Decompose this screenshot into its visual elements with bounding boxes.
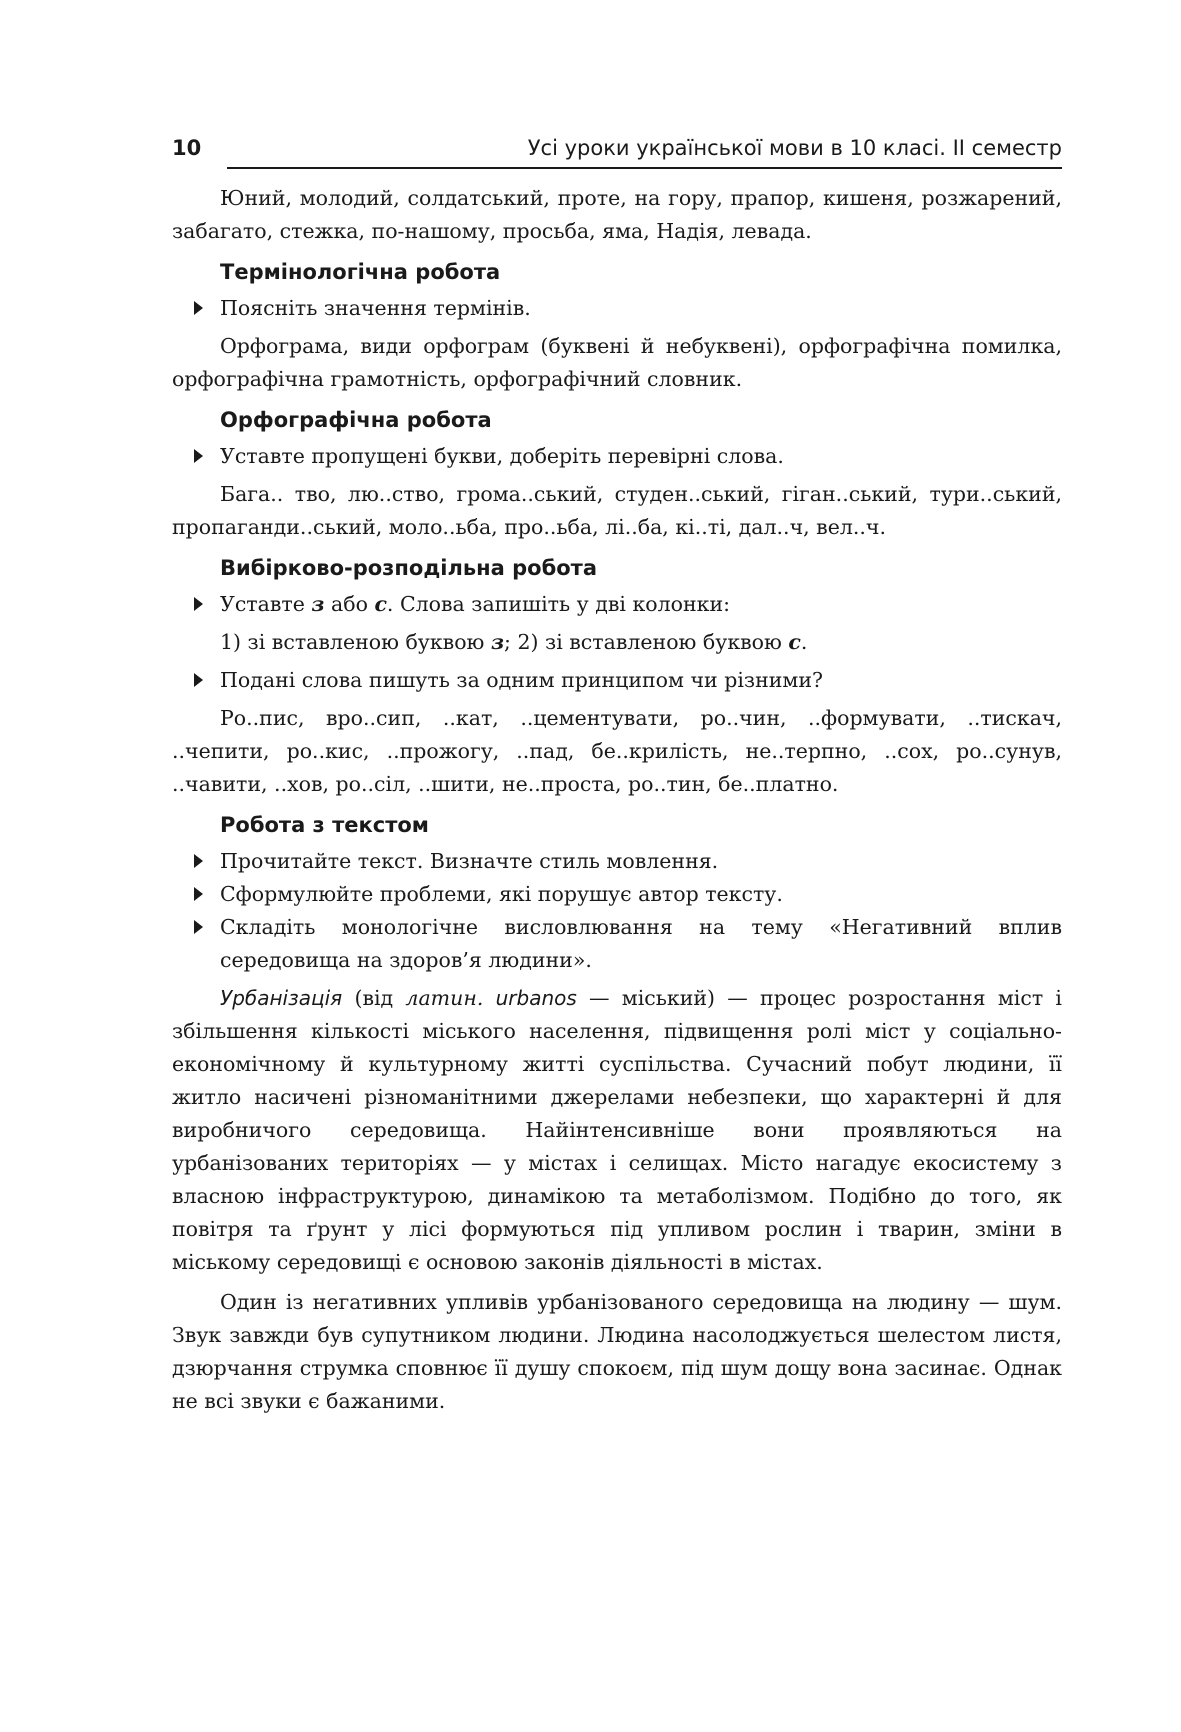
task-text: Сформулюйте проблеми, які порушує автор тексту.: [220, 882, 783, 906]
letter-z: з: [490, 630, 505, 654]
page-content: [172, 182, 1062, 1425]
page-header: [172, 134, 1062, 168]
task-text: Поясніть значення термінів.: [220, 296, 531, 320]
letter-s: с: [374, 592, 387, 616]
header-rule: [227, 167, 1062, 169]
text-paragraph-1: Урбанізація (від латин. urbanos — міський) — процес розростання міст і збільшення кількості міського населення, підвищення ролі міст у соціально-економічному й культурному житті суспільства. Сучасний побут людини, її житло насичені різноманітними джерелами небезпеки, що характерні й для виробничого середовища. Найінтенсивніше вони проявляються на урбанізованих територіях — у містах і селищах. Місто нагадує екосистему з власною інфраструктурою, динамікою та метаболізмом. Подібно до того, як повітря та ґрунт у лісі формуються під упливом рослин і тварин, зміни в міському середовищі є основою законів діяльності в містах.: [172, 986, 1062, 1274]
orthography-text: Бага.. тво, лю..ство, грома..ський, студен..ський, гіган..ський, тури..ський, пропаганди..ський, моло..ьба, про..ьба, лі..ба, кі..ті, дал..ч, вел..ч.: [172, 482, 1062, 539]
term-urbanization: Урбанізація: [220, 986, 343, 1010]
task-subline: 1) зі вставленою буквою з; 2) зі вставленою буквою с.: [220, 630, 808, 654]
abbr-latin: латин.: [405, 986, 484, 1010]
triangle-bullet-icon: [194, 920, 203, 934]
task-item: [172, 664, 1062, 697]
triangle-bullet-icon: [194, 597, 203, 611]
triangle-bullet-icon: [194, 887, 203, 901]
triangle-bullet-icon: [194, 854, 203, 868]
section-heading-text-work: Робота з текстом: [220, 813, 429, 837]
section-heading-selective: Вибірково-розподільна робота: [220, 556, 598, 580]
task-item: [172, 878, 1062, 911]
task-item: [172, 845, 1062, 878]
running-title: Усі уроки української мови в 10 класі. II семестр: [527, 136, 1062, 160]
triangle-bullet-icon: [194, 301, 203, 315]
intro-word-list: Юний, молодий, солдатський, проте, на гору, прапор, кишеня, розжарений, забагато, стежка, по-нашому, просьба, яма, Надія, левада.: [172, 186, 1062, 243]
task-text: Подані слова пишуть за одним принципом чи різними?: [220, 668, 824, 692]
letter-s: с: [788, 630, 801, 654]
task-item: [172, 440, 1062, 473]
section-heading-orthography: Орфографічна робота: [220, 408, 492, 432]
letter-z: з: [311, 592, 325, 616]
selective-text: Ро..пис, вро..сип, ..кат, ..цементувати, ро..чин, ..формувати, ..тискач, ..чепити, ро..кис, ..прожогу, ..пад, бе..крилість, не..терпно, ..сох, ро..сунув, ..чавити, ..хов, ро..сіл, ..шити, не..проста, ро..тин, бе..платно.: [172, 706, 1062, 796]
task-text: Уставте пропущені букви, доберіть перевірні слова.: [220, 444, 784, 468]
section-heading-terminology: Термінологічна робота: [220, 260, 501, 284]
task-text: Складіть монологічне висловлювання на тему «Негативний вплив середовища на здоров’я людини».: [220, 915, 1062, 972]
terminology-text: Орфограма, види орфограм (буквені й небуквені), орфографічна помилка, орфографічна грамотність, орфографічний словник.: [172, 334, 1062, 391]
task-text: Прочитайте текст. Визначте стиль мовлення.: [220, 849, 719, 873]
task-text: Уставте з або с. Слова запишіть у дві колонки:: [220, 592, 731, 616]
text-paragraph-2: Один із негативних упливів урбанізованого середовища на людину — шум. Звук завжди був супутником людини. Людина насолоджується шелестом листя, дзюрчання струмка сповнює її душу спокоєм, під шум дощу вона засинає. Однак не всі звуки є бажаними.: [172, 1290, 1062, 1413]
task-item: [172, 588, 1062, 621]
triangle-bullet-icon: [194, 673, 203, 687]
page-number: 10: [172, 136, 202, 160]
latin-word: urbanos: [495, 986, 577, 1010]
triangle-bullet-icon: [194, 449, 203, 463]
task-item: [172, 911, 1062, 977]
task-item: [172, 292, 1062, 325]
